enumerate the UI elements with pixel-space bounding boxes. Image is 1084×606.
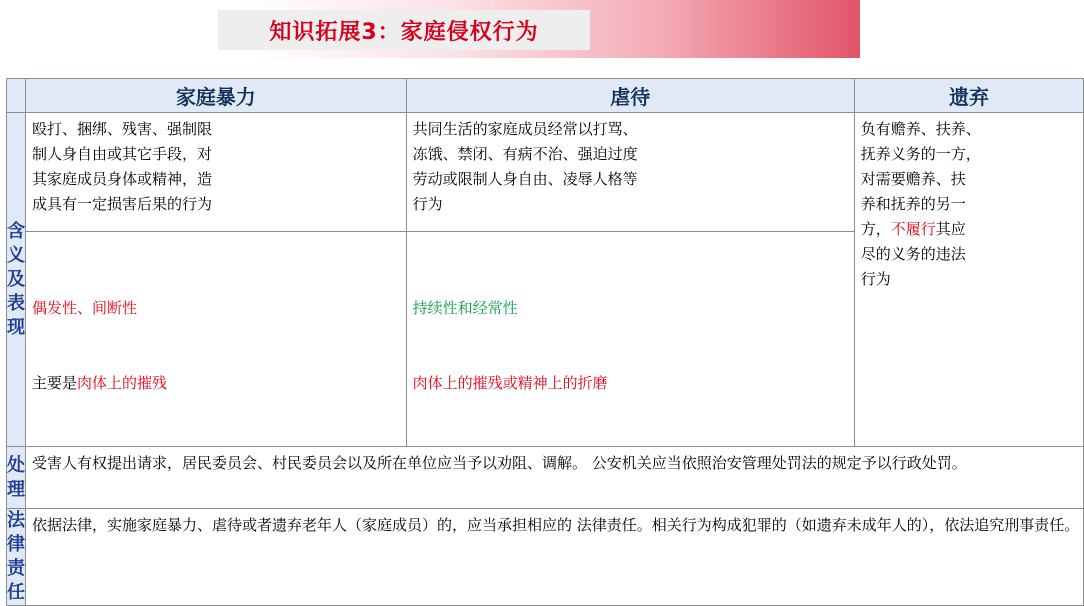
header-abuse: 虐待 — [406, 79, 854, 113]
corner-cell — [7, 79, 26, 113]
liability-row — [7, 509, 1084, 606]
page-title: 知识拓展3：家庭侵权行为 — [269, 19, 539, 45]
domestic-violence-traits: 偶发性、间断性 主要是肉体上的摧残 — [26, 232, 407, 447]
domestic-violence-definition: 殴打、捆绑、残害、强制限 制人身自由或其它手段，对 其家庭成员身体或精神，造 成具有一定损害后果的行为 — [26, 113, 407, 232]
handling-row — [7, 447, 1084, 509]
dv-main-highlight: 肉体上的摧残 — [77, 374, 168, 392]
abuse-trait: 持续性和经常性 — [412, 299, 518, 317]
row-label-handling: 处理 — [7, 447, 26, 509]
abandonment-definition: 负有赡养、扶养、 抚养义务的一方， 对需要赡养、扶 养和抚养的另一 方，不履行其应 尽的义务的违法 行为 — [854, 113, 1084, 447]
abuse-definition: 共同生活的家庭成员经常以打骂、 冻饿、禁闭、有病不治、强迫过度 劳动或限制人身自由、凌辱人格等 行为 — [406, 113, 854, 232]
abuse-traits — [406, 232, 854, 447]
tort-table — [6, 78, 1084, 606]
meaning-row — [7, 113, 1084, 232]
header-row — [7, 79, 1084, 113]
abandonment-highlight: 不履行 — [890, 220, 936, 238]
row-label-liability: 法律 责任 — [7, 509, 26, 606]
header-abandonment: 遗弃 — [854, 79, 1084, 113]
header-domestic-violence: 家庭暴力 — [26, 79, 407, 113]
abuse-main: 肉体上的摧残或精神上的折磨 — [412, 374, 608, 392]
liability-text: 依据法律，实施家庭暴力、虐待或者遗弃老年人（家庭成员）的，应当承担相应的 法律责任。相关行为构成犯罪的（如遗弃未成年人的），依法追究刑事责任。 — [26, 509, 1084, 606]
handling-text: 受害人有权提出请求，居民委员会、村民委员会以及所在单位应当予以劝阻、调解。 公安机关应当依照治安管理处罚法的规定予以行政处罚。 — [26, 447, 1084, 509]
row-label-meaning: 含义 及 表现 — [7, 113, 26, 447]
dv-trait: 偶发性、间断性 — [32, 299, 138, 317]
title-box — [218, 10, 590, 50]
